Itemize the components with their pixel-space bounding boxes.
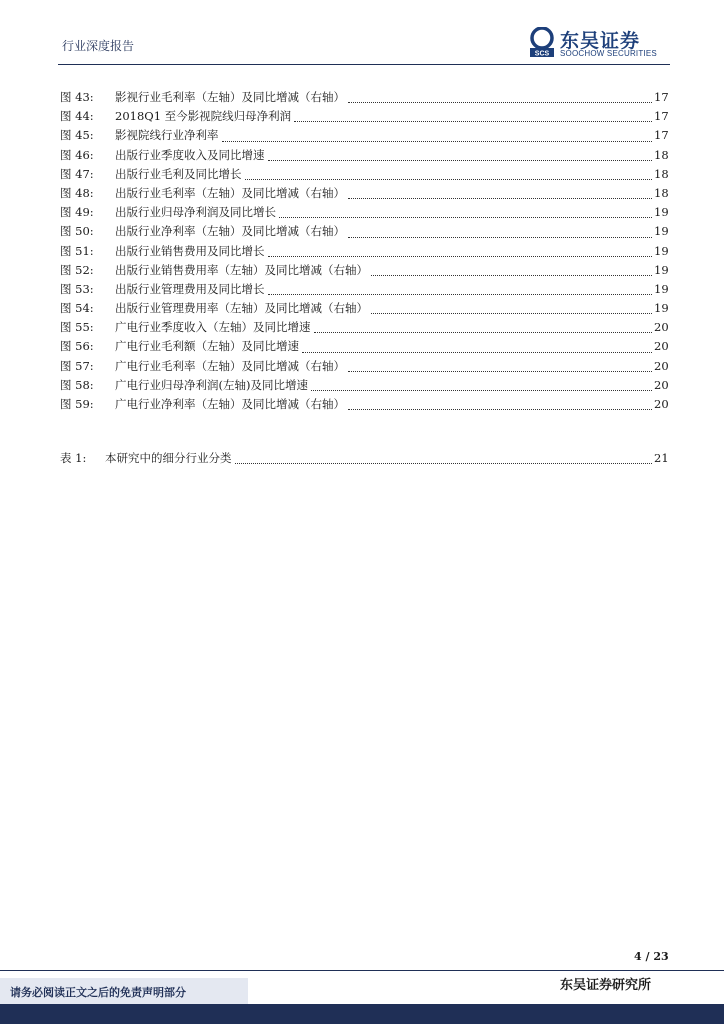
- toc-entry-page: 18: [654, 147, 669, 162]
- toc-entry-page: 17: [654, 90, 669, 104]
- toc-leader-dots: [268, 159, 653, 161]
- toc-entry-page: 19: [654, 301, 669, 316]
- toc-figure-entry[interactable]: [60, 126, 668, 145]
- logo-mark-icon: [528, 27, 556, 59]
- toc-entry-page: 19: [654, 243, 669, 258]
- table-toc: [60, 449, 668, 468]
- toc-leader-dots: [235, 462, 653, 464]
- toc-entry-number: 图 57:: [60, 358, 94, 373]
- toc-figure-entry[interactable]: [60, 337, 668, 356]
- toc-entry-title: 出版行业管理费用及同比增长: [115, 281, 265, 296]
- toc-entry-page: 21: [654, 451, 669, 465]
- toc-entry-number: 表 1:: [60, 451, 87, 465]
- toc-entry-number: 图 54:: [60, 301, 94, 316]
- toc-entry-page: 18: [654, 185, 669, 200]
- toc-entry-number: 图 59:: [60, 397, 94, 411]
- toc-entry-title: 出版行业销售费用率（左轴）及同比增减（右轴）: [115, 262, 368, 277]
- toc-entry-page: 18: [654, 166, 669, 181]
- toc-leader-dots: [314, 331, 653, 333]
- toc-leader-dots: [268, 255, 653, 257]
- toc-figure-entry[interactable]: [60, 280, 668, 299]
- toc-entry-page: 19: [654, 262, 669, 277]
- toc-entry-number: 图 56:: [60, 339, 94, 354]
- toc-figure-entry[interactable]: [60, 107, 668, 126]
- toc-entry-page: 20: [654, 358, 669, 373]
- toc-entry-title: 出版行业归母净利润及同比增长: [115, 205, 276, 220]
- toc-leader-dots: [311, 389, 652, 391]
- header-divider: [58, 64, 670, 65]
- toc-entry-title: 出版行业销售费用及同比增长: [115, 243, 265, 258]
- footer-org: 东吴证券研究所: [560, 978, 652, 993]
- toc-figure-entry[interactable]: [60, 318, 668, 337]
- toc-leader-dots: [348, 236, 652, 238]
- company-logo: [528, 26, 673, 62]
- toc-entry-number: 图 49:: [60, 205, 94, 220]
- toc-entry-page: 17: [654, 109, 669, 124]
- toc-entry-page: 19: [654, 224, 669, 239]
- toc-leader-dots: [279, 216, 652, 218]
- toc-entry-page: 20: [654, 397, 669, 411]
- toc-leader-dots: [245, 178, 653, 180]
- toc-entry-number: 图 46:: [60, 147, 94, 162]
- logo-mark-text: SCS: [534, 50, 550, 58]
- figure-toc: [60, 88, 668, 414]
- toc-leader-dots: [348, 408, 652, 410]
- toc-entry-title: 广电行业归母净利润(左轴)及同比增速: [115, 377, 308, 392]
- toc-leader-dots: [302, 351, 652, 353]
- toc-entry-title: 影视行业毛利率（左轴）及同比增减（右轴）: [115, 90, 345, 104]
- toc-entry-page: 20: [654, 377, 669, 392]
- toc-entry-page: 17: [654, 128, 669, 143]
- toc-entry-title: 广电行业季度收入（左轴）及同比增速: [115, 320, 311, 335]
- toc-entry-number: 图 47:: [60, 166, 94, 181]
- toc-entry-title: 出版行业毛利及同比增长: [115, 166, 242, 181]
- toc-entry-title: 影视院线行业净利率: [115, 128, 219, 143]
- toc-entry-title: 出版行业季度收入及同比增速: [115, 147, 265, 162]
- toc-figure-entry[interactable]: [60, 242, 668, 261]
- toc-entry-title: 出版行业毛利率（左轴）及同比增减（右轴）: [115, 185, 345, 200]
- toc-entry-page: 19: [654, 281, 669, 296]
- toc-leader-dots: [348, 370, 652, 372]
- toc-entry-number: 图 52:: [60, 262, 94, 277]
- toc-leader-dots: [371, 312, 652, 314]
- toc-figure-entry[interactable]: [60, 395, 668, 414]
- footer-divider: [0, 970, 724, 971]
- toc-figure-entry[interactable]: [60, 357, 668, 376]
- toc-figure-entry[interactable]: [60, 146, 668, 165]
- toc-entry-title: 2018Q1 至今影视院线归母净利润: [115, 109, 292, 124]
- toc-leader-dots: [222, 140, 653, 142]
- toc-entry-title: 出版行业管理费用率（左轴）及同比增减（右轴）: [115, 301, 368, 316]
- toc-figure-entry[interactable]: [60, 376, 668, 395]
- header-category: 行业深度报告: [62, 39, 135, 53]
- toc-entry-page: 19: [654, 205, 669, 220]
- toc-entry-title: 出版行业净利率（左轴）及同比增减（右轴）: [115, 224, 345, 239]
- toc-figure-entry[interactable]: [60, 222, 668, 241]
- toc-entry-number: 图 53:: [60, 281, 94, 296]
- toc-figure-entry[interactable]: [60, 299, 668, 318]
- footer-bar: [0, 1004, 724, 1024]
- toc-entry-title: 广电行业毛利额（左轴）及同比增速: [115, 339, 299, 354]
- toc-entry-number: 图 51:: [60, 243, 94, 258]
- toc-entry-title: 广电行业毛利率（左轴）及同比增减（右轴）: [115, 358, 345, 373]
- toc-figure-entry[interactable]: [60, 184, 668, 203]
- logo-english-name: SOOCHOW SECURITIES: [560, 49, 657, 58]
- toc-entry-number: 图 44:: [60, 109, 94, 124]
- toc-figure-entry[interactable]: [60, 88, 668, 107]
- toc-entry-page: 20: [654, 339, 669, 354]
- toc-entry-title: 广电行业净利率（左轴）及同比增减（右轴）: [115, 397, 345, 411]
- toc-entry-number: 图 55:: [60, 320, 94, 335]
- toc-leader-dots: [268, 293, 653, 295]
- toc-entry-number: 图 43:: [60, 90, 94, 104]
- logo-chinese-name: 东吴证券: [560, 30, 641, 52]
- toc-leader-dots: [348, 197, 652, 199]
- toc-table-entry[interactable]: [60, 449, 668, 468]
- toc-leader-dots: [294, 120, 652, 122]
- toc-leader-dots: [371, 274, 652, 276]
- toc-entry-number: 图 48:: [60, 185, 94, 200]
- disclaimer-box: [0, 978, 248, 1004]
- toc-entry-number: 图 50:: [60, 224, 94, 239]
- toc-entry-page: 20: [654, 320, 669, 335]
- page-number: 4 / 23: [634, 950, 669, 963]
- toc-figure-entry[interactable]: [60, 165, 668, 184]
- toc-entry-title: 本研究中的细分行业分类: [105, 451, 232, 465]
- disclaimer-text[interactable]: 请务必阅读正文之后的免责声明部分: [10, 986, 186, 999]
- toc-figure-entry[interactable]: [60, 203, 668, 222]
- toc-leader-dots: [348, 101, 652, 103]
- toc-entry-number: 图 58:: [60, 377, 94, 392]
- toc-figure-entry[interactable]: [60, 261, 668, 280]
- toc-entry-number: 图 45:: [60, 128, 94, 143]
